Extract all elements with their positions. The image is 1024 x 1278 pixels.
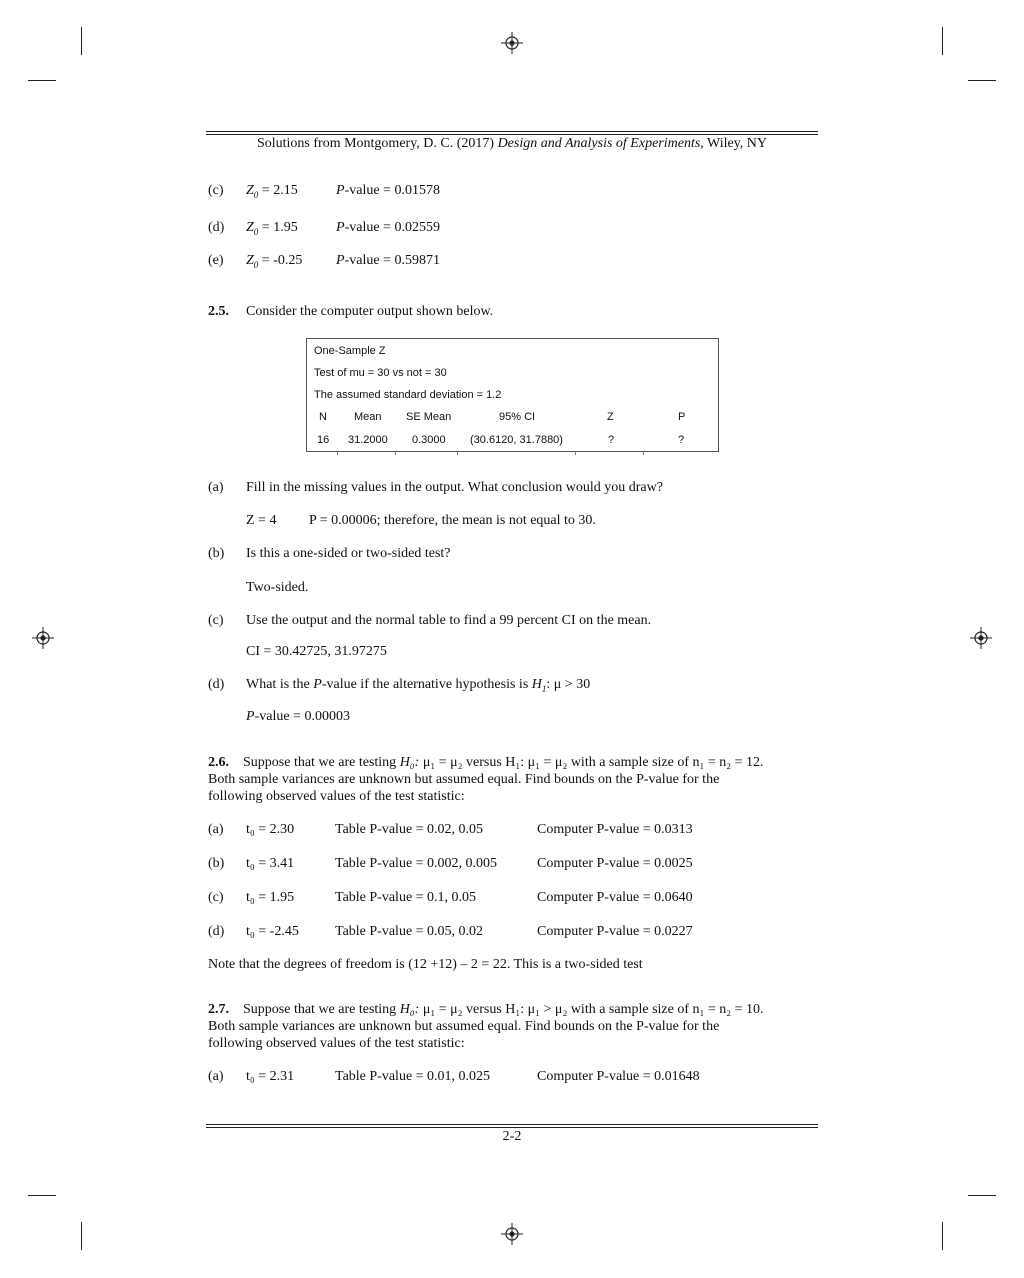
header-book-title: Design and Analysis of Experiments xyxy=(497,136,701,151)
output-line: One-Sample Z xyxy=(314,345,386,357)
registration-mark-icon xyxy=(501,32,523,54)
p-value: P-value = 0.59871 xyxy=(336,253,440,268)
crop-mark xyxy=(81,1222,82,1250)
problem-statement-line: following observed values of the test statistic: xyxy=(208,789,465,804)
crop-mark xyxy=(968,80,996,81)
note-text: Note that the degrees of freedom is (12 +12) – 2 = 22. This is a two-sided test xyxy=(208,957,643,972)
registration-mark-icon xyxy=(32,627,54,649)
item-label: (a) xyxy=(208,480,224,495)
crop-mark xyxy=(942,27,943,55)
problem-statement-line: 2.7. Suppose that we are testing H₀: μ₁ = μ₂ versus H₁: μ₁ > μ₂ with a sample size of n₁ = n₂ = 10. xyxy=(208,1002,764,1017)
z-stat: $Z_0 = 2.15$ xyxy=(246,183,298,200)
crop-mark xyxy=(28,1195,56,1196)
footer-rule xyxy=(206,1124,818,1125)
item-label: (b) xyxy=(208,546,225,561)
question-text: Is this a one-sided or two-sided test? xyxy=(246,546,451,561)
answer-text: Z = 4 xyxy=(246,513,277,528)
page-number: 2-2 xyxy=(502,1129,522,1144)
problem-number: 2.5. xyxy=(208,304,229,319)
problem-statement-line: 2.6. Suppose that we are testing H₀: μ₁ = μ₂ versus H₁: μ₁ = μ₂ with a sample size of n₁ = n₂ = 12. xyxy=(208,755,764,770)
header-rule xyxy=(206,134,818,135)
p-value: P-value = 0.01578 xyxy=(336,183,440,198)
running-header xyxy=(0,136,1024,152)
p-value: P-value = 0.02559 xyxy=(336,220,440,235)
answer-text: P = 0.00006; therefore, the mean is not equal to 30. xyxy=(309,513,596,528)
answer-text: Two-sided. xyxy=(246,580,309,595)
crop-mark xyxy=(81,27,82,55)
answer-text: P-value = 0.00003 xyxy=(246,709,350,724)
item-label: (e) xyxy=(208,253,224,268)
registration-mark-icon xyxy=(970,627,992,649)
item-label: (c) xyxy=(208,183,224,198)
output-line: Test of mu = 30 vs not = 30 xyxy=(314,367,447,379)
footer-rule xyxy=(206,1127,818,1128)
crop-mark xyxy=(28,80,56,81)
question-text: Fill in the missing values in the output. What conclusion would you draw? xyxy=(246,480,663,495)
column-ticks xyxy=(307,451,718,455)
problem-statement: Consider the computer output shown below. xyxy=(246,304,494,319)
problem-statement-line: Both sample variances are unknown but assumed equal. Find bounds on the P-value for the xyxy=(208,772,720,787)
crop-mark xyxy=(942,1222,943,1250)
z-stat: $Z_0 = -0.25$ xyxy=(246,253,303,270)
registration-mark-icon xyxy=(501,1223,523,1245)
header-suffix: , Wiley, NY xyxy=(700,136,768,151)
header-prefix: Solutions from Montgomery, D. C. (2017) xyxy=(256,136,498,151)
item-label: (c) xyxy=(208,613,224,628)
output-line: The assumed standard deviation = 1.2 xyxy=(314,389,502,401)
item-label: (d) xyxy=(208,220,225,235)
crop-mark xyxy=(968,1195,996,1196)
header-rule xyxy=(206,131,818,132)
question-text: What is the P-value if the alternative hypothesis is $H_1$: μ > 30 xyxy=(246,677,591,694)
question-text: Use the output and the normal table to find a 99 percent CI on the mean. xyxy=(246,613,652,628)
computer-output-box: One-Sample Z Test of mu = 30 vs not = 30 The assumed standard deviation = 1.2 N Mean SE Mean 95% CI Z P 16 31.2000 0.3000 (30.6120, 31.7880) ? ? xyxy=(306,338,719,452)
problem-statement-line: following observed values of the test statistic: xyxy=(208,1036,465,1051)
item-label: (d) xyxy=(208,677,225,692)
problem-statement-line: Both sample variances are unknown but assumed equal. Find bounds on the P-value for the xyxy=(208,1019,720,1034)
answer-text: CI = 30.42725, 31.97275 xyxy=(246,644,387,659)
z-stat: $Z_0 = 1.95$ xyxy=(246,220,298,237)
